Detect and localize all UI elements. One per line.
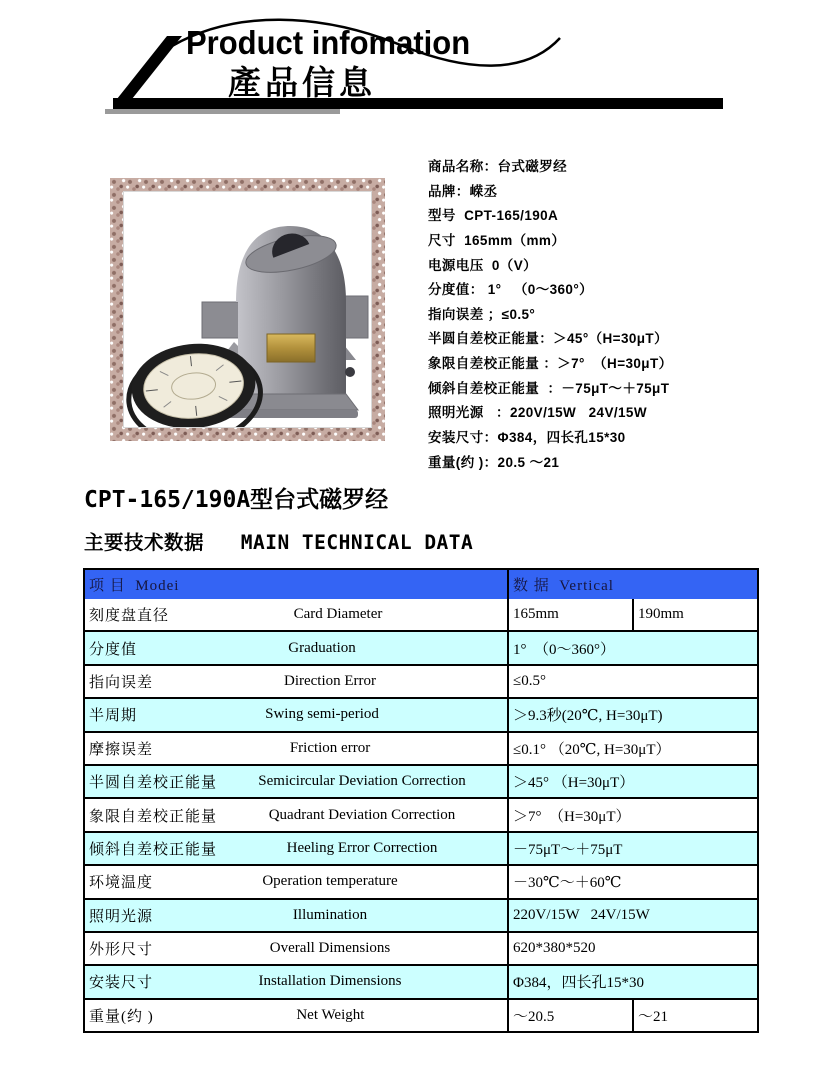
row-label-en: Overall Dimensions: [269, 940, 391, 957]
row-name-cell: [85, 1000, 507, 1031]
row-label-zh: 环境温度: [89, 875, 154, 892]
row-value-cell: ～20.5: [507, 1000, 632, 1031]
row-value-cell: 620*380*520: [507, 933, 757, 964]
row-name-cell: [85, 866, 507, 897]
row-value-cell: ＞7° （H=30μT）: [507, 799, 757, 830]
table-row: [85, 898, 757, 931]
row-value-cell: ＞45° （H=30μT）: [507, 766, 757, 797]
spec-line: 指向误差 ；≤0.5°: [428, 306, 536, 322]
product-photo: [123, 191, 372, 428]
section-subtitle: 主要技术数据 MAIN TECHNICAL DATA: [84, 531, 474, 554]
table-header-left: [85, 570, 507, 599]
table-row: [85, 964, 757, 997]
table-row: [85, 664, 757, 697]
row-value-cell: Φ384，四长孔15*30: [507, 966, 757, 997]
row-value-cell: －30℃～＋60℃: [507, 866, 757, 897]
table-row: [85, 797, 757, 830]
row-name-cell: [85, 632, 507, 663]
banner-shadow-bar: [105, 109, 340, 114]
row-label-zh: 象限自差校正能量: [89, 808, 218, 825]
row-name-cell: [85, 599, 507, 630]
row-label-en: Swing semi-period: [265, 706, 379, 723]
row-label-en: Installation Dimensions: [258, 973, 402, 990]
table-row: [85, 599, 757, 630]
spec-line: 分度值： 1° （0～360°）: [428, 282, 594, 298]
row-label-en: Semicircular Deviation Correction: [258, 773, 466, 790]
row-label-en: Illumination: [292, 906, 368, 923]
row-label-zh: 重量(约 ): [89, 1008, 154, 1025]
row-label-zh: 刻度盘直径: [89, 608, 170, 625]
row-label-en: Heeling Error Correction: [286, 839, 438, 856]
row-label-en: Net Weight: [296, 1006, 365, 1023]
row-label-zh: 外形尺寸: [89, 942, 154, 959]
row-value-cell: ～21: [632, 1000, 757, 1031]
row-name-cell: [85, 933, 507, 964]
table-header-row: [85, 570, 757, 599]
tech-table-body: [85, 599, 757, 1031]
table-row: [85, 998, 757, 1031]
row-label-en: Direction Error: [283, 672, 377, 689]
spec-line: 尺寸 165mm（mm）: [428, 232, 566, 248]
table-header-right: 数 据 Vertical: [507, 570, 757, 599]
table-row: [85, 831, 757, 864]
row-value-cell: ≤0.1° （20℃, H=30μT）: [507, 733, 757, 764]
row-name-cell: [85, 799, 507, 830]
row-label-zh: 倾斜自差校正能量: [89, 841, 218, 858]
row-label-zh: 照明光源: [89, 908, 154, 925]
spec-line: 安装尺寸：Φ384，四长孔15*30: [428, 430, 626, 446]
row-value-cell: ＞9.3秒(20℃, H=30μT): [507, 699, 757, 730]
spec-line: 品牌：嵘丞: [428, 183, 498, 199]
row-label-en: Graduation: [288, 639, 356, 656]
product-photo-frame: [110, 178, 385, 441]
banner-title-zh: 產品信息: [228, 64, 376, 101]
row-name-cell: [85, 699, 507, 730]
row-name-cell: [85, 966, 507, 997]
spec-line: 电源电压 0（V）: [428, 257, 538, 273]
row-label-zh: 半周期: [89, 708, 138, 725]
table-row: [85, 697, 757, 730]
table-row: [85, 931, 757, 964]
table-row: [85, 764, 757, 797]
row-label-en: Operation temperature: [262, 873, 398, 890]
spec-list: [428, 155, 808, 475]
row-value-cell: －75μT～＋75μT: [507, 833, 757, 864]
spec-line: 型号 CPT-165/190A: [428, 208, 559, 224]
row-name-cell: [85, 900, 507, 931]
row-label-en: Quadrant Deviation Correction: [268, 806, 456, 823]
row-name-cell: [85, 666, 507, 697]
spec-line: 倾斜自差校正能量 ：－75μT～＋75μT: [428, 380, 670, 396]
banner-diagonal-stroke: [113, 36, 182, 104]
row-label-zh: 分度值: [89, 641, 138, 658]
banner-underline-bar: [113, 98, 723, 109]
row-value-cell: 220V/15W 24V/15W: [507, 900, 757, 931]
spec-line: 商品名称：台式磁罗经: [428, 159, 567, 174]
table-row: [85, 630, 757, 663]
row-label-zh: 摩擦误差: [89, 741, 154, 758]
banner-title-en: Product infomation: [186, 24, 471, 62]
spec-line: 重量(约 )：20.5 ～21: [428, 454, 560, 470]
row-label-zh: 指向误差: [89, 674, 154, 691]
tech-data-table: [83, 568, 759, 1033]
row-value-cell: 1° （0～360°）: [507, 632, 757, 663]
page-title: CPT-165/190A型台式磁罗经: [84, 487, 389, 513]
spec-line: 象限自差校正能量 ：＞7° （H=30μT）: [428, 356, 673, 372]
row-name-cell: [85, 733, 507, 764]
row-value-cell: ≤0.5°: [507, 666, 757, 697]
row-value-cell: 190mm: [632, 599, 757, 630]
table-row: [85, 864, 757, 897]
spec-line: 照明光源 ：220V/15W 24V/15W: [428, 405, 647, 421]
spec-line: 半圆自差校正能量：＞45°（H=30μT）: [428, 331, 668, 347]
left-side-box: [202, 302, 242, 338]
row-name-cell: [85, 833, 507, 864]
row-label-zh: 安装尺寸: [89, 975, 154, 992]
table-header-left-label: 项 目 Modei: [89, 578, 180, 594]
brass-plaque: [267, 334, 315, 362]
row-label-en: Friction error: [289, 739, 371, 756]
table-row: [85, 731, 757, 764]
row-name-cell: [85, 766, 507, 797]
row-value-cell: 165mm: [507, 599, 632, 630]
row-label-en: Card Diameter: [293, 606, 383, 623]
row-label-zh: 半圆自差校正能量: [89, 775, 218, 792]
